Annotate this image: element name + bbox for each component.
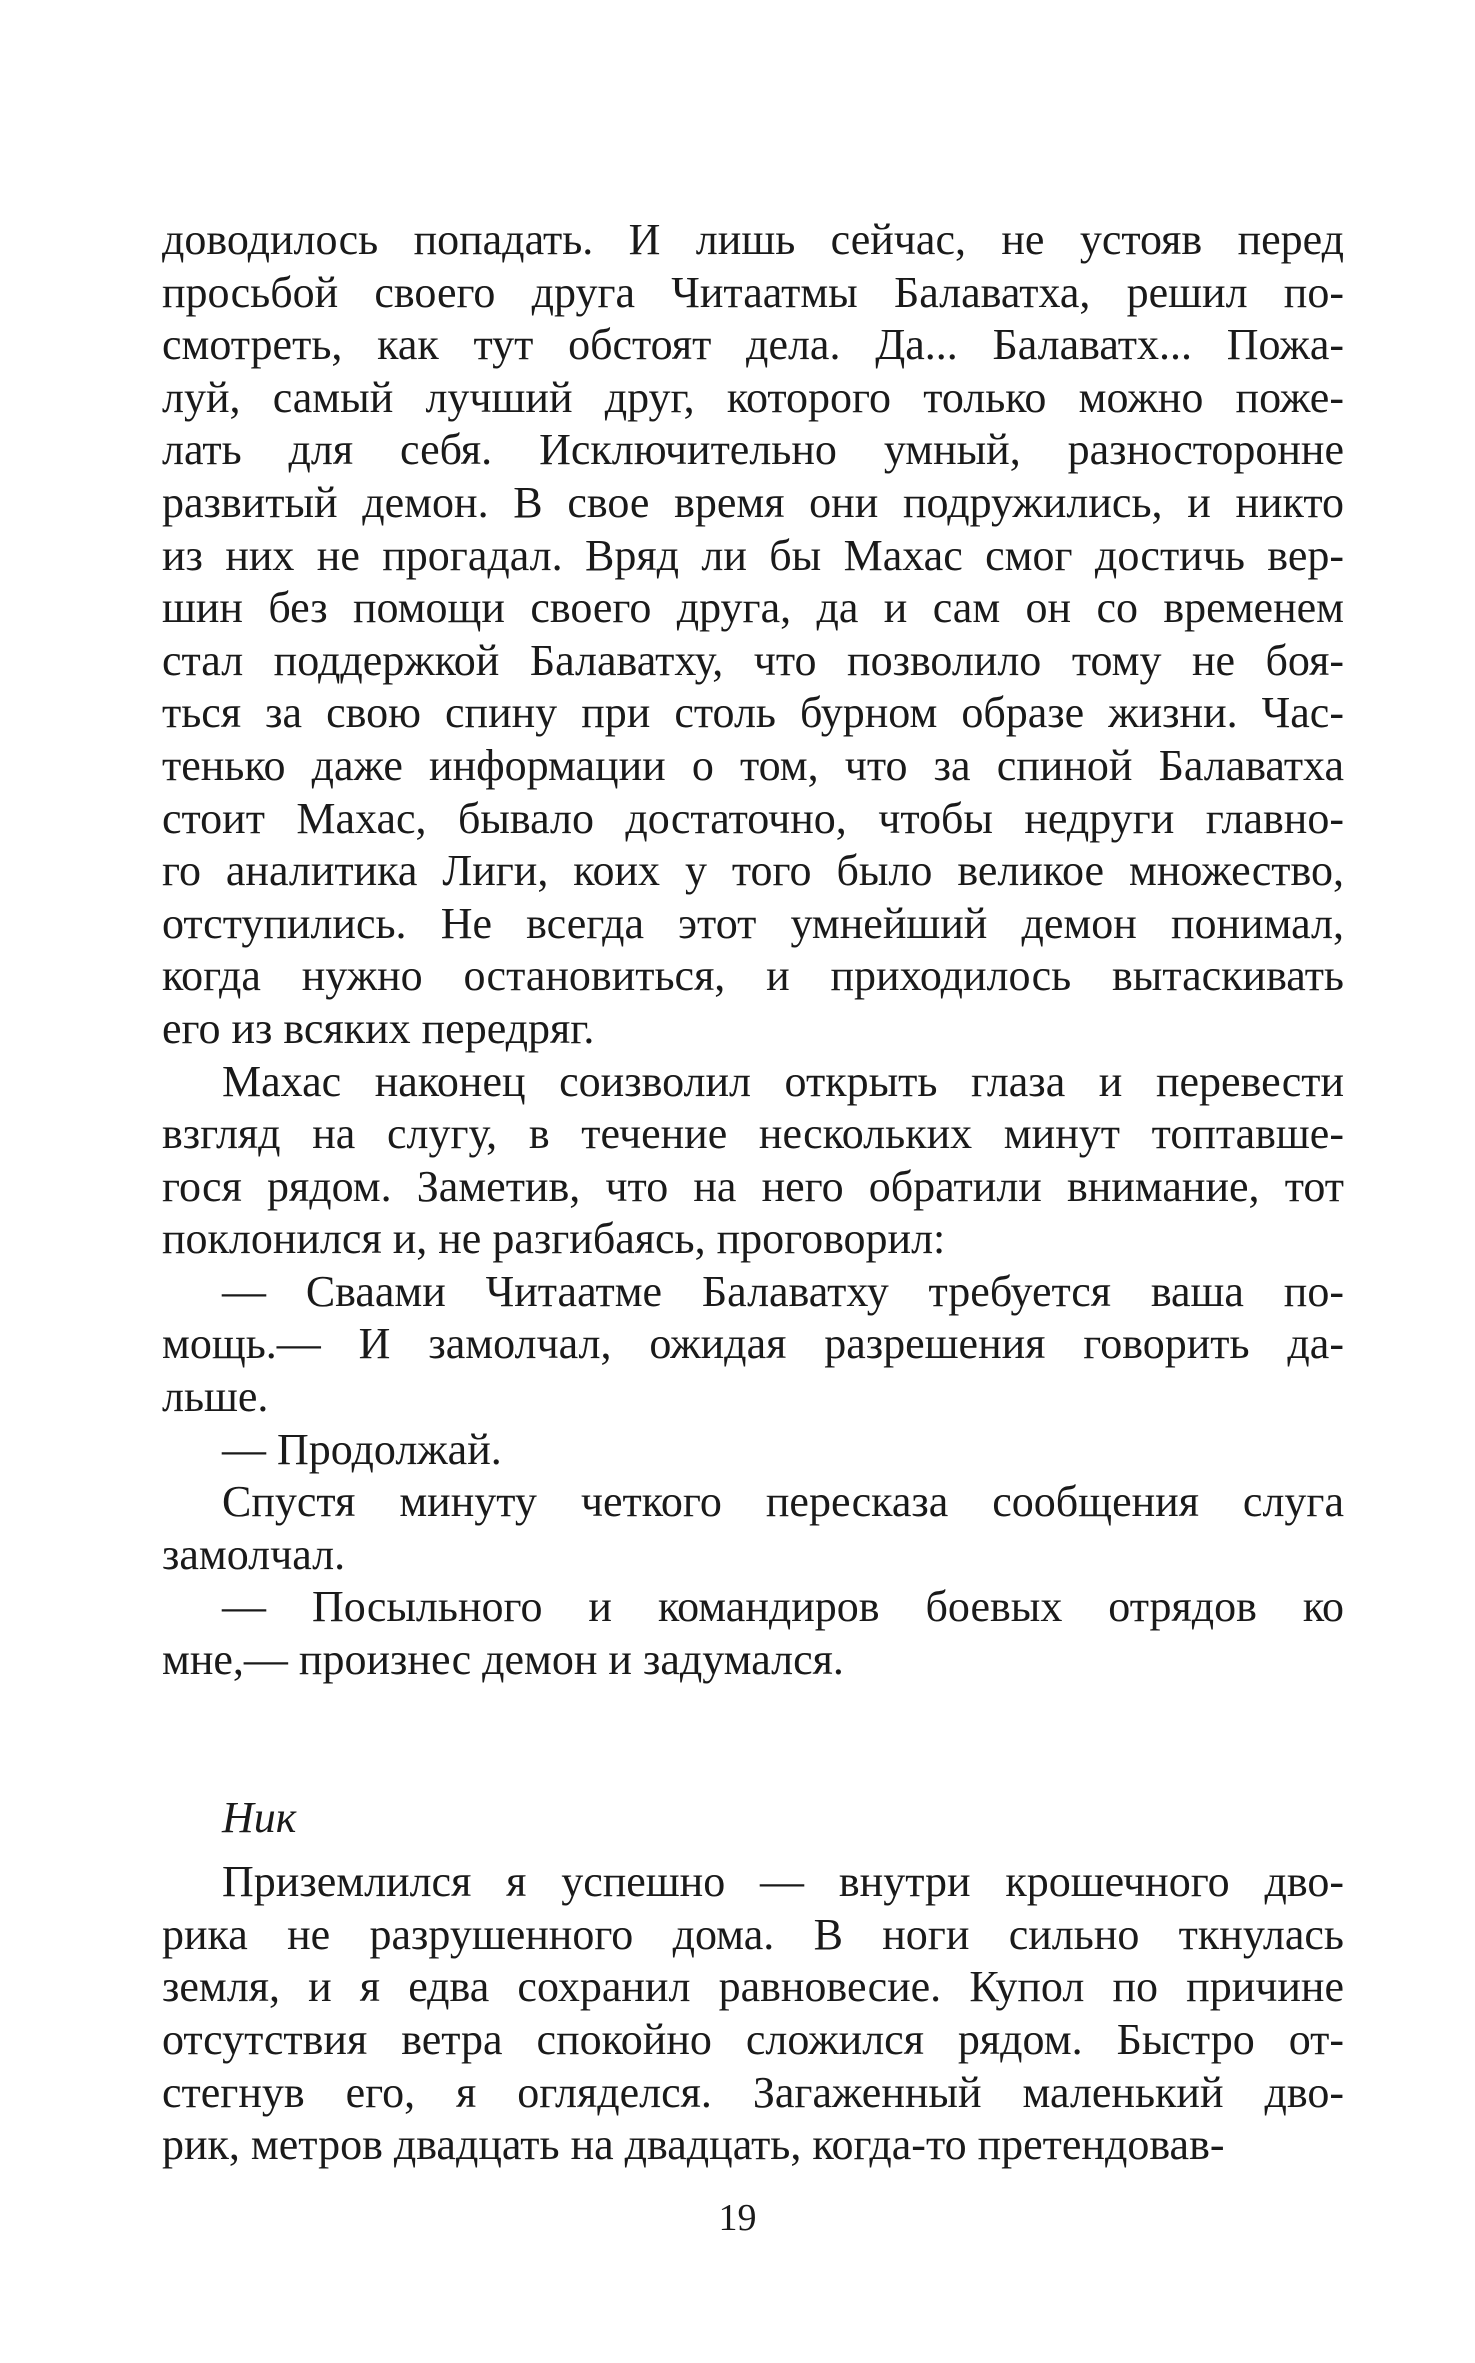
text-line: мощь.— И замолчал, ожидая разрешения говорить да- — [162, 1319, 1344, 1369]
text-line: стегнув его, я огляделся. Загаженный маленький дво- — [162, 2067, 1344, 2117]
text-line: доводилось попадать. И лишь сейчас, не устояв перед — [162, 215, 1344, 264]
text-line: стал поддержкой Балаватху, что позволило тому не боя- — [162, 635, 1344, 685]
text-block-nik — [162, 1856, 1344, 2172]
text-line: лать для себя. Исключительно умный, разносторонне — [162, 425, 1344, 475]
text-line: — Продолжай. — [222, 1424, 502, 1474]
text-line: Махас наконец соизволил открыть глаза и перевести — [222, 1056, 1344, 1106]
text-line: мне,— произнес демон и задумался. — [162, 1635, 844, 1685]
text-line: замолчал. — [162, 1529, 346, 1579]
section-heading: Ник — [222, 1792, 297, 1842]
text-line: отступились. Не всегда этот умнейший демон понимал, — [162, 898, 1344, 948]
text-line: взгляд на слугу, в течение нескольких минут топтавше- — [162, 1109, 1344, 1159]
text-line: го аналитика Лиги, коих у того было великое множество, — [162, 846, 1344, 896]
text-line: развитый демон. В свое время они подружились, и никто — [162, 477, 1344, 527]
text-block-mahas — [162, 214, 1344, 1687]
text-line: льше. — [162, 1372, 269, 1422]
text-line: тенько даже информации о том, что за спиной Балаватха — [162, 740, 1344, 790]
text-line: — Сваами Читаатме Балаватху требуется ваша по- — [222, 1266, 1344, 1316]
paragraph — [162, 1581, 1344, 1686]
page-body — [162, 214, 1344, 2172]
text-line: — Посыльного и командиров боевых отрядов ко — [222, 1582, 1344, 1632]
paragraph — [162, 214, 1344, 1056]
text-line: земля, и я едва сохранил равновесие. Купол по причине — [162, 1962, 1344, 2012]
section-spacer — [162, 1687, 1344, 1792]
paragraph — [162, 1856, 1344, 2172]
text-line: Приземлился я успешно — внутри крошечного дво- — [222, 1857, 1344, 1907]
text-line: ться за свою спину при столь бурном образе жизни. Час- — [162, 688, 1344, 738]
text-line: отсутствия ветра спокойно сложился рядом. Быстро от- — [162, 2015, 1344, 2064]
text-line: из них не прогадал. Вряд ли бы Махас смог достичь вер- — [162, 530, 1344, 580]
text-line: когда нужно остановиться, и приходилось вытаскивать — [162, 951, 1344, 1001]
paragraph — [162, 1424, 1344, 1477]
text-line: его из всяких передряг. — [162, 1003, 595, 1053]
text-line: луй, самый лучший друг, которого только можно поже- — [162, 372, 1344, 422]
text-line: стоит Махас, бывало достаточно, чтобы недруги главно- — [162, 793, 1344, 843]
page-number: 19 — [718, 2197, 757, 2239]
text-line: шин без помощи своего друга, да и сам он со временем — [162, 583, 1344, 633]
paragraph — [162, 1266, 1344, 1424]
heading-gap — [162, 1844, 1344, 1856]
text-line: рик, метров двадцать на двадцать, когда-то претендовав- — [162, 2120, 1225, 2170]
text-line: Спустя минуту четкого пересказа сообщения слуга — [222, 1477, 1344, 1527]
text-line: просьбой своего друга Читаатмы Балаватха, решил по- — [162, 267, 1344, 317]
text-line: смотреть, как тут обстоят дела. Да... Балаватх... Пожа- — [162, 320, 1344, 370]
text-line: поклонился и, не разгибаясь, проговорил: — [162, 1214, 946, 1264]
paragraph — [162, 1056, 1344, 1266]
text-line: рика не разрушенного дома. В ноги сильно ткнулась — [162, 1909, 1344, 1959]
paragraph — [162, 1476, 1344, 1581]
text-line: гося рядом. Заметив, что на него обратили внимание, тот — [162, 1161, 1344, 1211]
